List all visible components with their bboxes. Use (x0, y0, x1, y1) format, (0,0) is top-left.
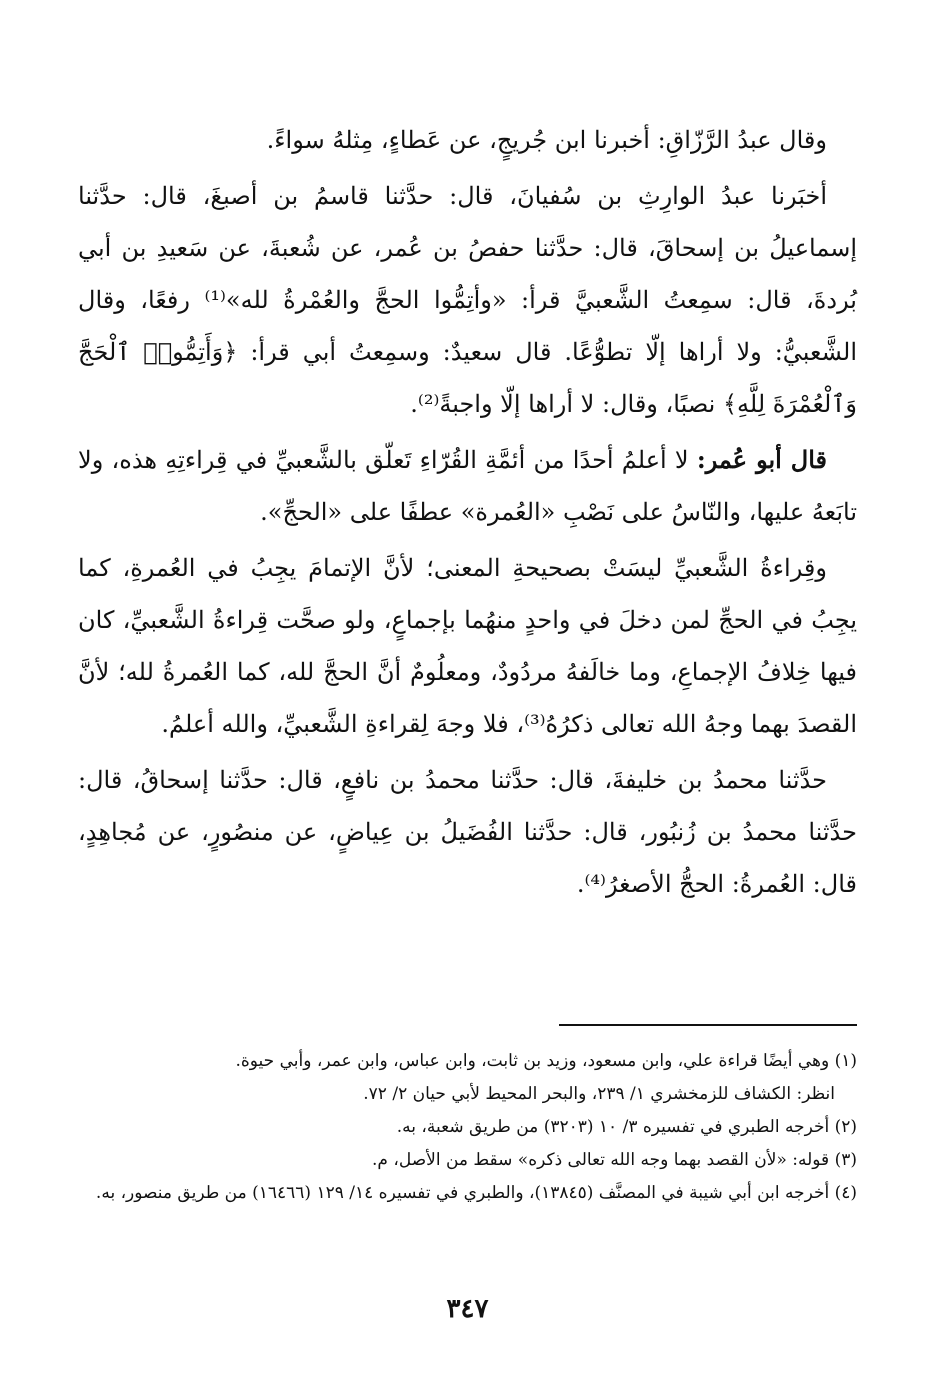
footnote-2: (٢) أخرجه الطبري في تفسيره ٣/ ١٠ (٣٢٠٣) من طريق شعبة، به. (396, 1117, 857, 1137)
paragraph-mujahid (78, 754, 857, 910)
paragraph-abd-al-razzaq (78, 114, 857, 166)
paragraph-text: أخبَرنا عبدُ الوارِثِ بن سُفيانَ، قال: حدَّثنا قاسمُ بن أصبغَ، قال: حدَّثنا إسماعيلُ بن إسحاقَ، قال: حدَّثنا حفصُ بن عُمر، عن شُعبةَ، عن سَعيدِ بن أبي بُردةَ، قال: سمِعتُ الشَّعبيَّ قرأ: «وأتِمُّوا الحجَّ والعُمْرةُ لله»⁽¹⁾ رفعًا، وقال الشَّعبيُّ: ولا أراها إلّا تطوُّعًا. قال سعيدٌ: وسمِعتُ أبي قرأ: ﴿وَأَتِمُّوا۟ ٱلْحَجَّ وَٱلْعُمْرَةَ لِلَّهِ﴾ نصبًا، وقال: لا أراها إلّا واجبةً⁽²⁾. (78, 182, 857, 418)
paragraph-qiraah-discussion (78, 542, 857, 750)
footnote-1: (١) وهي أيضًا قراءة علي، وابن مسعود، وزيد بن ثابت، وابن عباس، وابن عمر، وأبي حيوة. (235, 1051, 857, 1071)
paragraph-text: وقال عبدُ الرَّزّاقِ: أخبرنا ابن جُريجٍ، عن عَطاءٍ، مِثلهُ سواءً. (266, 126, 827, 154)
paragraph-text: وقِراءةُ الشَّعبيِّ ليسَتْ بصحيحةِ المعنى؛ لأنَّ الإتمامَ يجِبُ في العُمرةِ، كما يجِبُ في الحجِّ لمن دخلَ في واحدٍ منهُما بإجماعٍ، ولو صحَّت قِراءةُ الشَّعبيِّ، كان فيها خِلافُ الإجماعِ، وما خالَفهُ مردُودٌ، ومعلُومٌ أنَّ الحجَّ لله، كما العُمرةُ لله؛ لأنَّ القصدَ بهما وجهُ الله تعالى ذكرُهُ⁽³⁾، فلا وجهَ لِقراءةِ الشَّعبيِّ، والله أعلمُ. (78, 554, 857, 738)
paragraph-text: حدَّثنا محمدُ بن خليفةَ، قال: حدَّثنا محمدُ بن نافعٍ، قال: حدَّثنا إسحاقُ، قال: حدَّثنا محمدُ بن زُنبُور، قال: حدَّثنا الفُضَيلُ بن عِياضٍ، عن منصُورٍ، عن مُجاهِدٍ، قال: العُمرةُ: الحجُّ الأصغرُ⁽⁴⁾. (78, 766, 857, 898)
main-text-body (78, 114, 857, 914)
paragraph-abu-umar (78, 434, 857, 538)
footnote-separator (559, 1024, 857, 1026)
page-number: ٣٤٧ (446, 1294, 489, 1324)
footnotes-section (78, 1046, 857, 1211)
paragraph-shabi-isnad (78, 170, 857, 430)
paragraph-text: لا أعلمُ أحدًا من أئمَّةِ القُرّاءِ تَعلّق بالشَّعبيِّ في قِراءتِهِ هذه، ولا تابَعهُ عليها، والنّاسُ على نَصْبِ «العُمرة» عطفًا على «الحجِّ». (78, 446, 857, 526)
footnote-4: (٤) أخرجه ابن أبي شيبة في المصنَّف (١٣٨٤٥)، والطبري في تفسيره ١٤/ ١٢٩ (١٦٤٦٦) من طريق منصور، به. (95, 1183, 857, 1203)
footnote-1-continuation: انظر: الكشاف للزمخشري ١/ ٢٣٩، والبحر المحيط لأبي حيان ٢/ ٧٢. (363, 1084, 835, 1104)
footnote-3: (٣) قوله: «لأن القصد بهما وجه الله تعالى ذكره» سقط من الأصل، م. (372, 1150, 857, 1170)
paragraph-lead: قال أبو عُمر: (696, 445, 827, 474)
